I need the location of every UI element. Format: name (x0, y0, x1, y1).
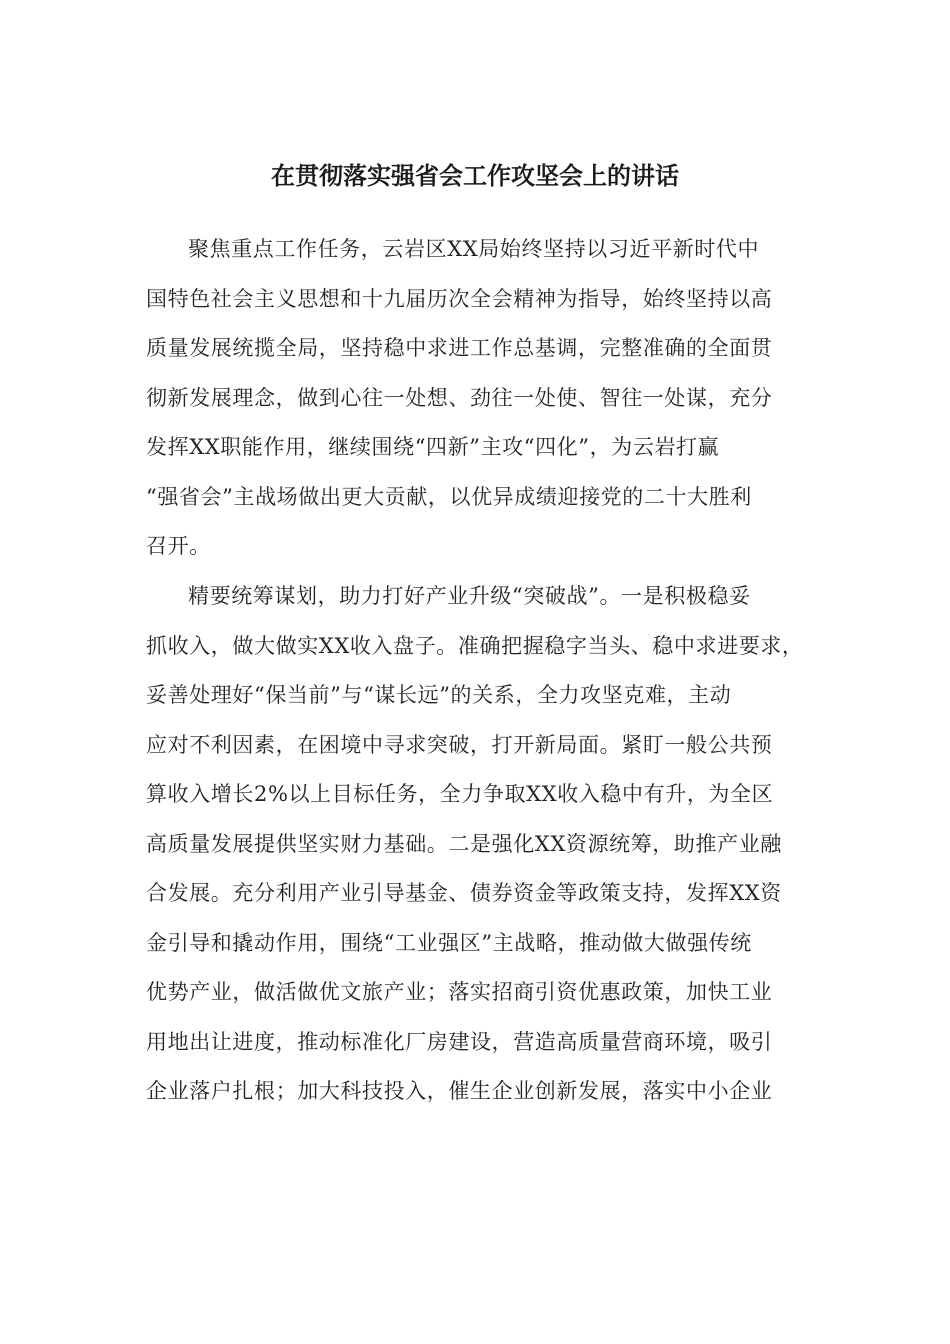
text-line: 发挥XX职能作用，继续围绕“四新”主攻“四化”，为云岩打赢 (146, 435, 720, 459)
paragraph-1 (146, 225, 806, 572)
text-line: 算收入增长2%以上目标任务，全力争取XX收入稳中有升，为全区 (146, 782, 774, 806)
text-line: 高质量发展提供坚实财力基础。二是强化XX资源统筹，助推产业融 (146, 831, 782, 856)
text-line: 国特色社会主义思想和十九届历次全会精神为指导，始终坚持以高 (146, 286, 773, 311)
text-line: 精要统筹谋划，助力打好产业升级“突破战”。一是积极稳妥 (188, 584, 751, 608)
text-line: 金引导和撬动作用，围绕“工业强区”主战略，推动做大做强传统 (146, 930, 752, 955)
text-line: 合发展。充分利用产业引导基金、债券资金等政策支持，发挥XX资 (146, 881, 782, 905)
text-line: 聚焦重点工作任务，云岩区XX局始终坚持以习近平新时代中 (188, 237, 760, 261)
text-line: 彻新发展理念，做到心往一处想、劲往一处使、智往一处谋，充分 (146, 385, 773, 410)
paragraph-2 (146, 572, 806, 1117)
text-line: “强省会”主战场做出更大贡献，以优异成绩迎接党的二十大胜利 (146, 484, 752, 509)
text-line: 企业落户扎根；加大科技投入，催生企业创新发展，落实中小企业 (146, 1079, 773, 1103)
text-line: 优势产业，做活做优文旅产业；落实招商引资优惠政策，加快工业 (146, 980, 773, 1004)
text-line: 召开。 (146, 534, 211, 558)
text-line: 用地出让进度，推动标准化厂房建设，营造高质量营商环境，吸引 (146, 1029, 773, 1054)
text-line: 妥善处理好“保当前”与“谋长远”的关系，全力攻坚克难，主动 (146, 683, 732, 707)
text-line: 应对不利因素，在困境中寻求突破，打开新局面。紧盯一般公共预 (146, 732, 773, 757)
text-line: 质量发展统揽全局，坚持稳中求进工作总基调，完整准确的全面贯 (146, 336, 773, 360)
document-title: 在贯彻落实强省会工作攻坚会上的讲话 (271, 161, 679, 190)
text-line: 抓收入，做大做实XX收入盘子。准确把握稳字当头、稳中求进要求， (146, 633, 804, 658)
